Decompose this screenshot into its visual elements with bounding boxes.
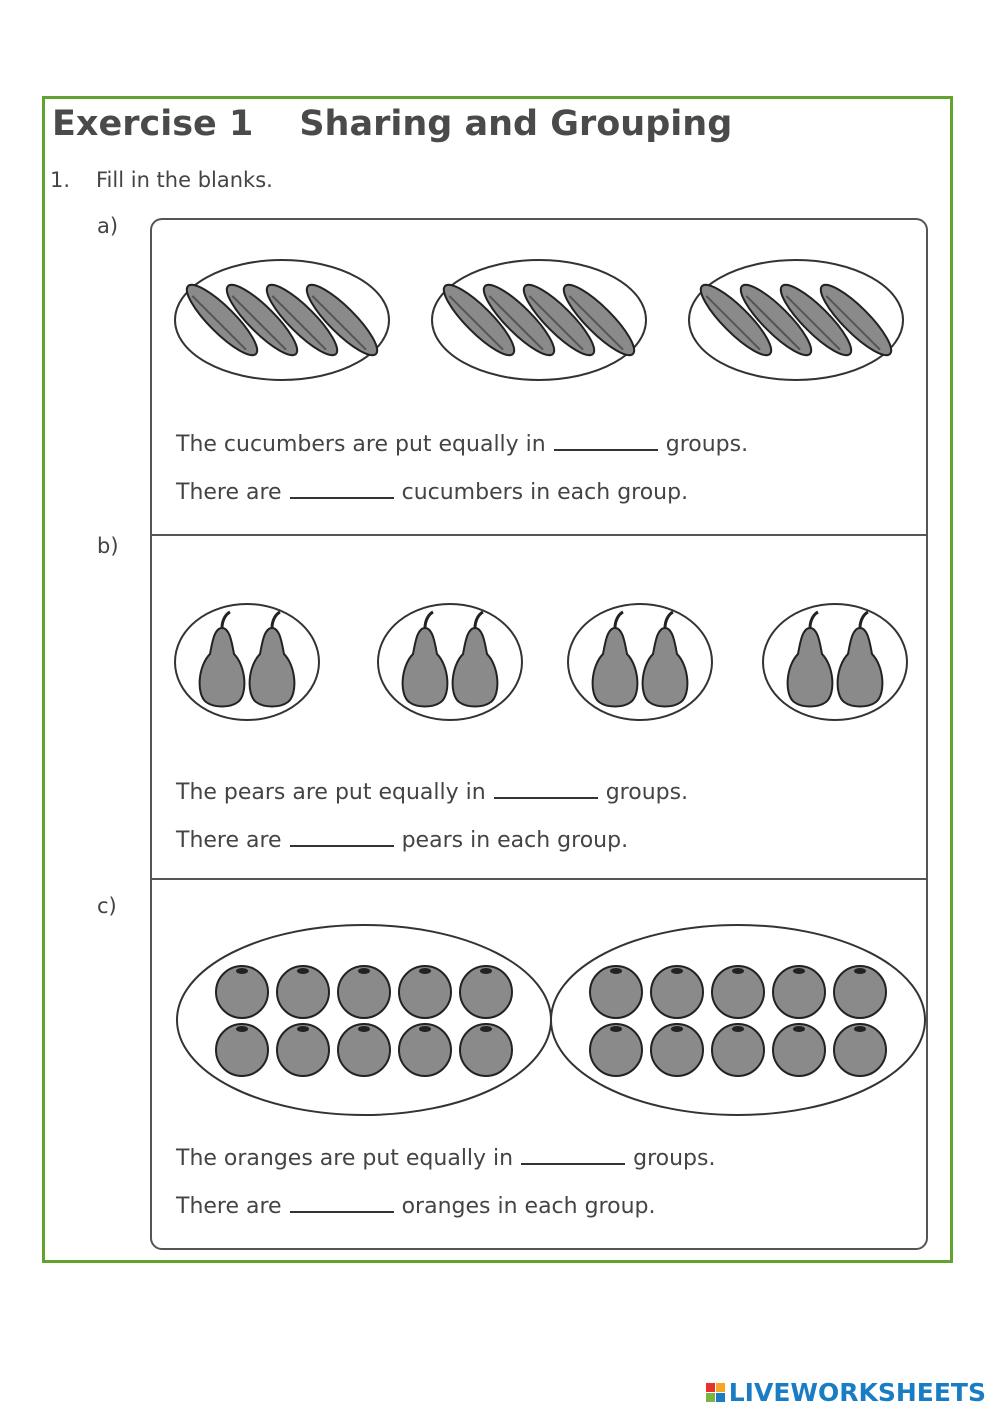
pear-icon [250,612,295,707]
part-b-sentence-2 [176,828,628,853]
part-a-s1-start: The cucumbers are put equally in [176,432,546,457]
part-a-s2-end: cucumbers in each group. [401,480,689,505]
orange-icon [460,1024,512,1076]
orange-icon [399,1024,451,1076]
part-b-illustration [150,590,928,740]
part-c-s2-start: There are [176,1194,282,1219]
orange-group [551,925,925,1115]
part-c-groups-blank[interactable] [521,1159,625,1165]
orange-icon [277,1024,329,1076]
page-title [52,104,732,144]
pear-icon [788,612,833,707]
part-a-s1-end: groups. [665,432,749,457]
pear-icon [593,612,638,707]
orange-icon [460,966,512,1018]
orange-icon [773,1024,825,1076]
logo-mark-icon [706,1383,725,1402]
exercise-number: Exercise 1 [52,104,254,144]
part-c-sentence-2 [176,1194,655,1219]
part-c-s2-end: oranges in each group. [401,1194,656,1219]
orange-icon [834,1024,886,1076]
orange-icon [651,1024,703,1076]
orange-icon [590,1024,642,1076]
pear-icon [453,612,498,707]
orange-icon [277,966,329,1018]
part-b-s1-end: groups. [605,780,689,805]
cucumber-group [175,260,389,380]
part-c-each-blank[interactable] [290,1207,394,1213]
pear-group [763,604,907,720]
logo-text: LIVEWORKSHEETS [728,1378,986,1407]
pear-icon [200,612,245,707]
orange-icon [712,1024,764,1076]
orange-icon [834,966,886,1018]
orange-icon [216,966,268,1018]
pear-group [175,604,319,720]
part-c-sentence-1 [176,1146,715,1171]
exercise-title: Sharing and Grouping [299,104,733,144]
part-a-label: a) [97,214,119,238]
part-b-s2-start: There are [176,828,282,853]
part-b-sentence-1 [176,780,688,805]
part-c-s1-start: The oranges are put equally in [176,1146,514,1171]
question-instruction: Fill in the blanks. [96,168,273,192]
part-b-label: b) [97,534,119,558]
pear-icon [643,612,688,707]
orange-icon [651,966,703,1018]
part-b-s1-start: The pears are put equally in [176,780,486,805]
part-a-sentence-1 [176,432,748,457]
orange-icon [338,1024,390,1076]
orange-group [177,925,551,1115]
orange-icon [590,966,642,1018]
part-b-s2-end: pears in each group. [401,828,629,853]
pear-icon [838,612,883,707]
part-c-illustration [150,920,928,1120]
part-c-label: c) [97,894,117,918]
pear-group [378,604,522,720]
part-c-s1-end: groups. [633,1146,716,1171]
part-a-groups-blank[interactable] [554,445,658,451]
cucumber-group [689,260,903,380]
question-number: 1. [50,168,71,192]
orange-icon [216,1024,268,1076]
part-b-each-blank[interactable] [290,841,394,847]
liveworksheets-logo[interactable] [706,1378,986,1407]
part-a-illustration [150,240,928,390]
cucumber-group [432,260,646,380]
orange-icon [712,966,764,1018]
pear-group [568,604,712,720]
part-a-sentence-2 [176,480,688,505]
part-b-groups-blank[interactable] [494,793,598,799]
orange-icon [773,966,825,1018]
pear-icon [403,612,448,707]
orange-icon [338,966,390,1018]
orange-icon [399,966,451,1018]
part-a-s2-start: There are [176,480,282,505]
part-a-each-blank[interactable] [290,493,394,499]
